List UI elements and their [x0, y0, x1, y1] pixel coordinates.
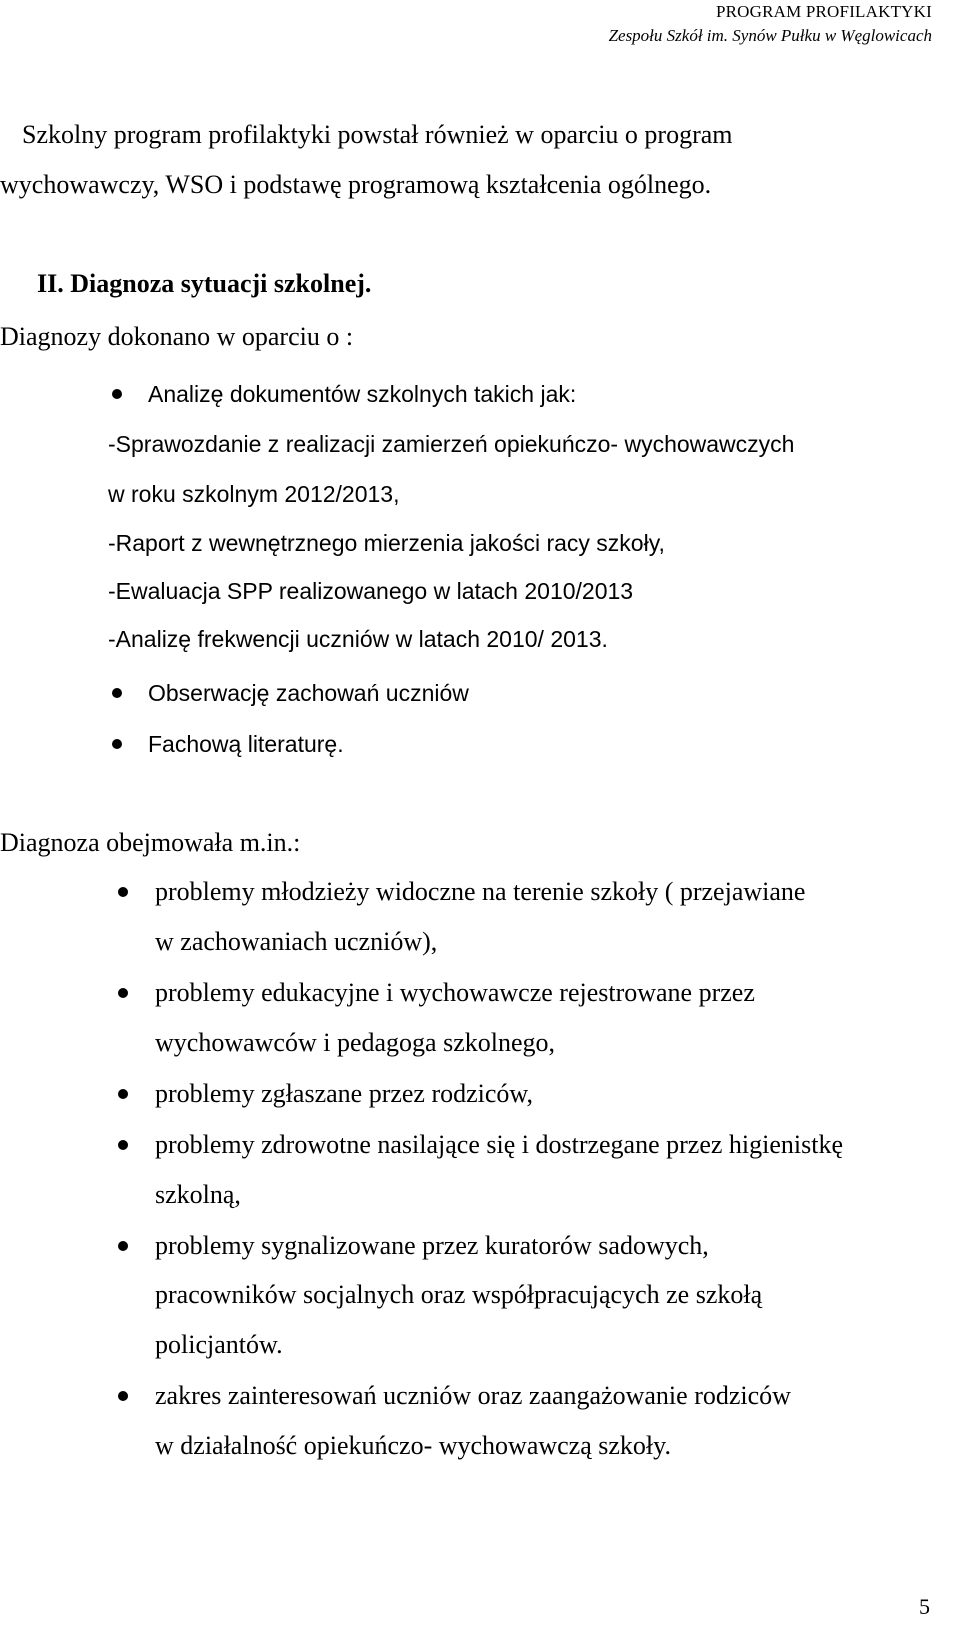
source-item-literature: Fachową literaturę.	[148, 731, 344, 757]
source-doc-evaluation: -Ewaluacja SPP realizowanego w latach 2010/2013	[108, 578, 634, 604]
scope-item-6-line-2: w działalność opiekuńczo- wychowawczą szkoły.	[155, 1431, 671, 1460]
bullet-icon	[118, 1241, 128, 1251]
scope-item-3: problemy zgłaszane przez rodziców,	[155, 1079, 534, 1108]
bullet-icon	[118, 1391, 128, 1401]
bullet-icon	[118, 1089, 128, 1099]
scope-item-6-line-1: zakres zainteresowań uczniów oraz zaangażowanie rodziców	[155, 1381, 791, 1410]
section-heading: II. Diagnoza sytuacji szkolnej.	[37, 269, 372, 298]
scope-item-5-line-2: pracowników socjalnych oraz współpracujących ze szkołą	[155, 1280, 763, 1309]
bullet-icon	[112, 688, 122, 698]
bullet-icon	[118, 887, 128, 897]
bullet-icon	[112, 739, 122, 749]
header-subtitle: Zespołu Szkół im. Synów Pułku w Węglowicach	[608, 26, 932, 45]
source-doc-report-line-1: -Sprawozdanie z realizacji zamierzeń opiekuńczo- wychowawczych	[108, 431, 795, 457]
scope-item-1-line-2: w zachowaniach uczniów),	[155, 927, 438, 956]
bullet-icon	[112, 389, 122, 399]
page-number: 5	[919, 1594, 930, 1619]
source-doc-attendance: -Analizę frekwencji uczniów w latach 2010/ 2013.	[108, 626, 608, 652]
scope-item-4-line-2: szkolną,	[155, 1180, 241, 1209]
scope-item-2-line-2: wychowawców i pedagoga szkolnego,	[155, 1028, 555, 1057]
scope-item-5-line-3: policjantów.	[155, 1330, 283, 1359]
scope-item-1-line-1: problemy młodzieży widoczne na terenie szkoły ( przejawiane	[155, 877, 806, 906]
source-item-documents: Analizę dokumentów szkolnych takich jak:	[148, 381, 577, 407]
scope-item-4-line-1: problemy zdrowotne nasilające się i dostrzegane przez higienistkę	[155, 1130, 844, 1159]
scope-item-5-line-1: problemy sygnalizowane przez kuratorów sadowych,	[155, 1231, 709, 1260]
bullet-icon	[118, 988, 128, 998]
page-header	[609, 0, 932, 48]
intro-line-1: Szkolny program profilaktyki powstał również w oparciu o program	[22, 120, 733, 149]
source-item-observation: Obserwację zachowań uczniów	[148, 680, 469, 706]
scope-lead: Diagnoza obejmowała m.in.:	[0, 828, 301, 857]
bullet-icon	[118, 1140, 128, 1150]
source-doc-report-line-2: w roku szkolnym 2012/2013,	[108, 481, 400, 507]
source-doc-quality-report: -Raport z wewnętrznego mierzenia jakości racy szkoły,	[108, 530, 665, 556]
section-lead: Diagnozy dokonano w oparciu o :	[0, 322, 354, 351]
scope-item-2-line-1: problemy edukacyjne i wychowawcze rejestrowane przez	[155, 978, 755, 1007]
header-title: PROGRAM PROFILAKTYKI	[715, 2, 932, 21]
intro-line-2: wychowawczy, WSO i podstawę programową kształcenia ogólnego.	[0, 170, 712, 199]
